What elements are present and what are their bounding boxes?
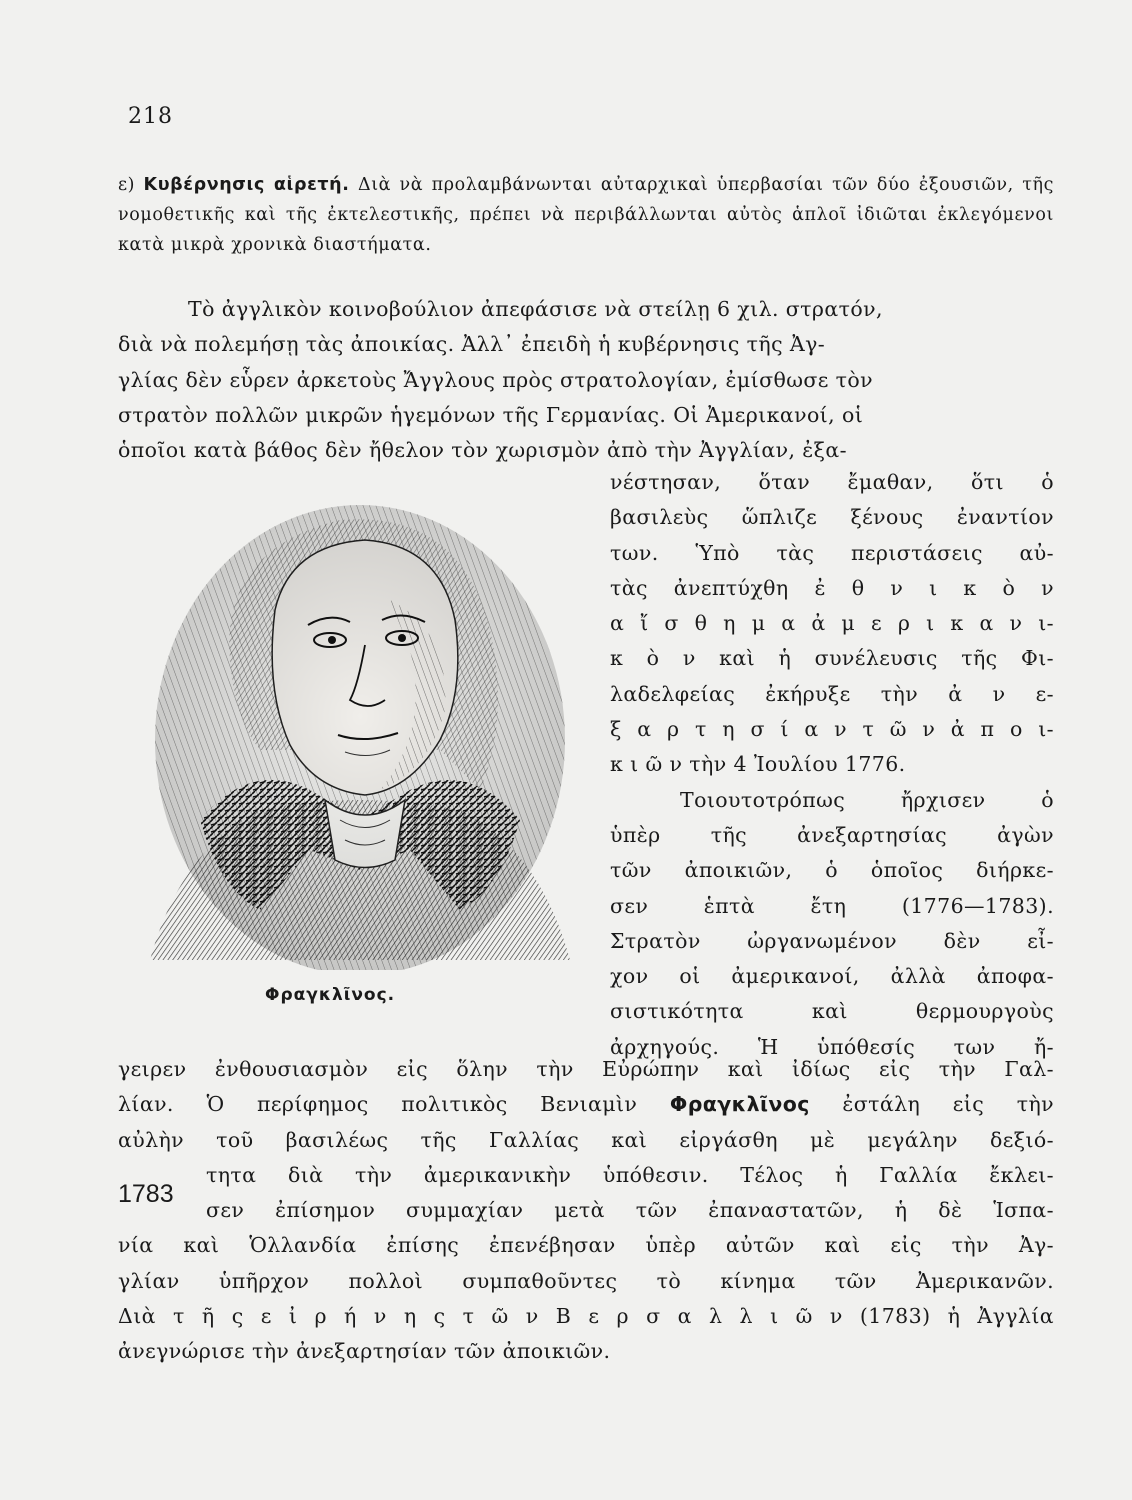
text-line (118, 1087, 1054, 1122)
page-number: 218 (128, 104, 173, 129)
text-line: βασιλεὺς ὥπλιζε ξένους ἐναντίον (610, 505, 1054, 530)
text-line: γλίαν ὑπῆρχον πολλοὶ συμπαθοῦντες τὸ κίνημα τῶν Ἀμερικανῶν. (118, 1268, 1054, 1293)
text-line: λαδελφείας ἐκήρυξε τὴν ἀ ν ε- (610, 681, 1054, 706)
text-line: Τοιουτοτρόπως ἤρχισεν ὁ (680, 787, 1054, 812)
text-line: στρατὸν πολλῶν μικρῶν ἡγεμόνων τῆς Γερμανίας. Οἱ Ἀμερικανοί, οἱ (118, 402, 864, 427)
section-text: Διὰ νὰ προλαμβάνωνται αὐταρχικαὶ ὑπερβασίαι τῶν δύο ἐξουσιῶν, τῆς νομοθετικῆς καὶ τῆς ἐκτελεστικῆς, πρέπει νὰ περιβάλλωνται αὐτὸς ἁπλοῖ ἰδιῶται ἐκλεγόμενοι κατὰ μικρὰ χρονικὰ διαστήματα. (118, 175, 1054, 255)
text-line: νέστησαν, ὅταν ἔμαθαν, ὅτι ὁ (610, 470, 1054, 494)
paragraph-bottom (118, 1052, 1054, 1370)
side-column (610, 465, 1054, 1065)
text-line: χον οἱ ἀμερικανοί, ἀλλὰ ἀποφα- (610, 964, 1054, 989)
text-line: Τὸ ἀγγλικὸν κοινοβούλιον ἀπεφάσισε νὰ στείλῃ 6 χιλ. στρατόν, (188, 297, 883, 321)
franklin-portrait (140, 490, 580, 970)
text-line: Στρατὸν ὠργανωμένον δὲν εἶ- (610, 928, 1054, 953)
text-line: νία καὶ Ὁλλανδία ἐπίσης ἐπενέβησαν ὑπὲρ αὐτῶν καὶ εἰς τὴν Ἀγ- (118, 1233, 1054, 1258)
margin-year-note: 1783 (118, 1180, 174, 1208)
text-line: ὁποῖοι κατὰ βάθος δὲν ἤθελον τὸν χωρισμὸν ἀπὸ τὴν Ἀγγλίαν, ἐξα- (118, 438, 847, 463)
text-line: διὰ νὰ πολεμήσῃ τὰς ἀποικίας. Ἀλλ᾽ ἐπειδὴ ἡ κυβέρνησις τῆς Ἀγ- (118, 332, 826, 357)
text-line: σεν ἐπίσημον συμμαχίαν μετὰ τῶν ἐπαναστατῶν, ἡ δὲ Ἱσπα- (206, 1198, 1054, 1223)
text-line: των. Ὑπὸ τὰς περιστάσεις αὐ- (610, 540, 1054, 565)
text-line: γειρεν ἐνθουσιασμὸν εἰς ὅλην τὴν Εὐρώπην καὶ ἰδίως εἰς τὴν Γαλ- (118, 1057, 1054, 1081)
text-line: σεν ἑπτὰ ἔτη (1776—1783). (610, 893, 1054, 918)
text-segment: ἐστάλη εἰς τὴν (809, 1092, 1055, 1117)
text-line: αὐλὴν τοῦ βασιλέως τῆς Γαλλίας καὶ εἰργάσθη μὲ μεγάλην δεξιό- (118, 1127, 1054, 1152)
portrait-caption: Φραγκλῖνος. (265, 985, 396, 1005)
text-line: ἀρχηγούς. Ἡ ὑπόθεσίς των ἤ- (610, 1034, 1054, 1059)
text-line: Διὰ τ ῆ ς ε ἰ ρ ή ν η ς τ ῶ ν Β ε ρ σ α λ λ ι ῶ ν (1783) ἡ Ἀγγλία (118, 1304, 1054, 1329)
section-heading: Κυβέρνησις αἱρετή. (143, 175, 350, 195)
text-line: τῶν ἀποικιῶν, ὁ ὁποῖος διήρκε- (610, 858, 1054, 883)
text-line: κ ὸ ν καὶ ἡ συνέλευσις τῆς Φι- (610, 646, 1054, 671)
text-line: ξ α ρ τ η σ ί α ν τ ῶ ν ἀ π ο ι- (610, 717, 1054, 742)
text-line: ἀνεγνώρισε τὴν ἀνεξαρτησίαν τῶν ἀποικιῶν. (118, 1339, 611, 1364)
section-e-paragraph (118, 170, 1054, 260)
text-line: σιστικότητα καὶ θερμουργοὺς (610, 999, 1054, 1024)
paragraph-top (118, 292, 1054, 468)
text-line: ὑπὲρ τῆς ἀνεξαρτησίας ἀγὼν (610, 822, 1054, 847)
text-line: τητα διὰ τὴν ἀμερικανικὴν ὑπόθεσιν. Τέλος ἡ Γαλλία ἔκλει- (206, 1162, 1054, 1187)
text-line: α ἴ σ θ η μ α ἀ μ ε ρ ι κ α ν ι- (610, 611, 1054, 636)
franklin-name: Φραγκλῖνος (669, 1092, 810, 1117)
text-line: γλίας δὲν εὗρεν ἀρκετοὺς Ἄγγλους πρὸς στρατολογίαν, ἐμίσθωσε τὸν (118, 367, 874, 392)
text-line: τὰς ἀνεπτύχθη ἐ θ ν ι κ ὸ ν (610, 575, 1054, 600)
text-line: κ ι ῶ ν τὴν 4 Ἰουλίου 1776. (610, 752, 906, 777)
text-segment: λίαν. Ὁ περίφημος πολιτικὸς Βενιαμὶν (118, 1092, 670, 1117)
section-marker: ε) (118, 175, 136, 195)
